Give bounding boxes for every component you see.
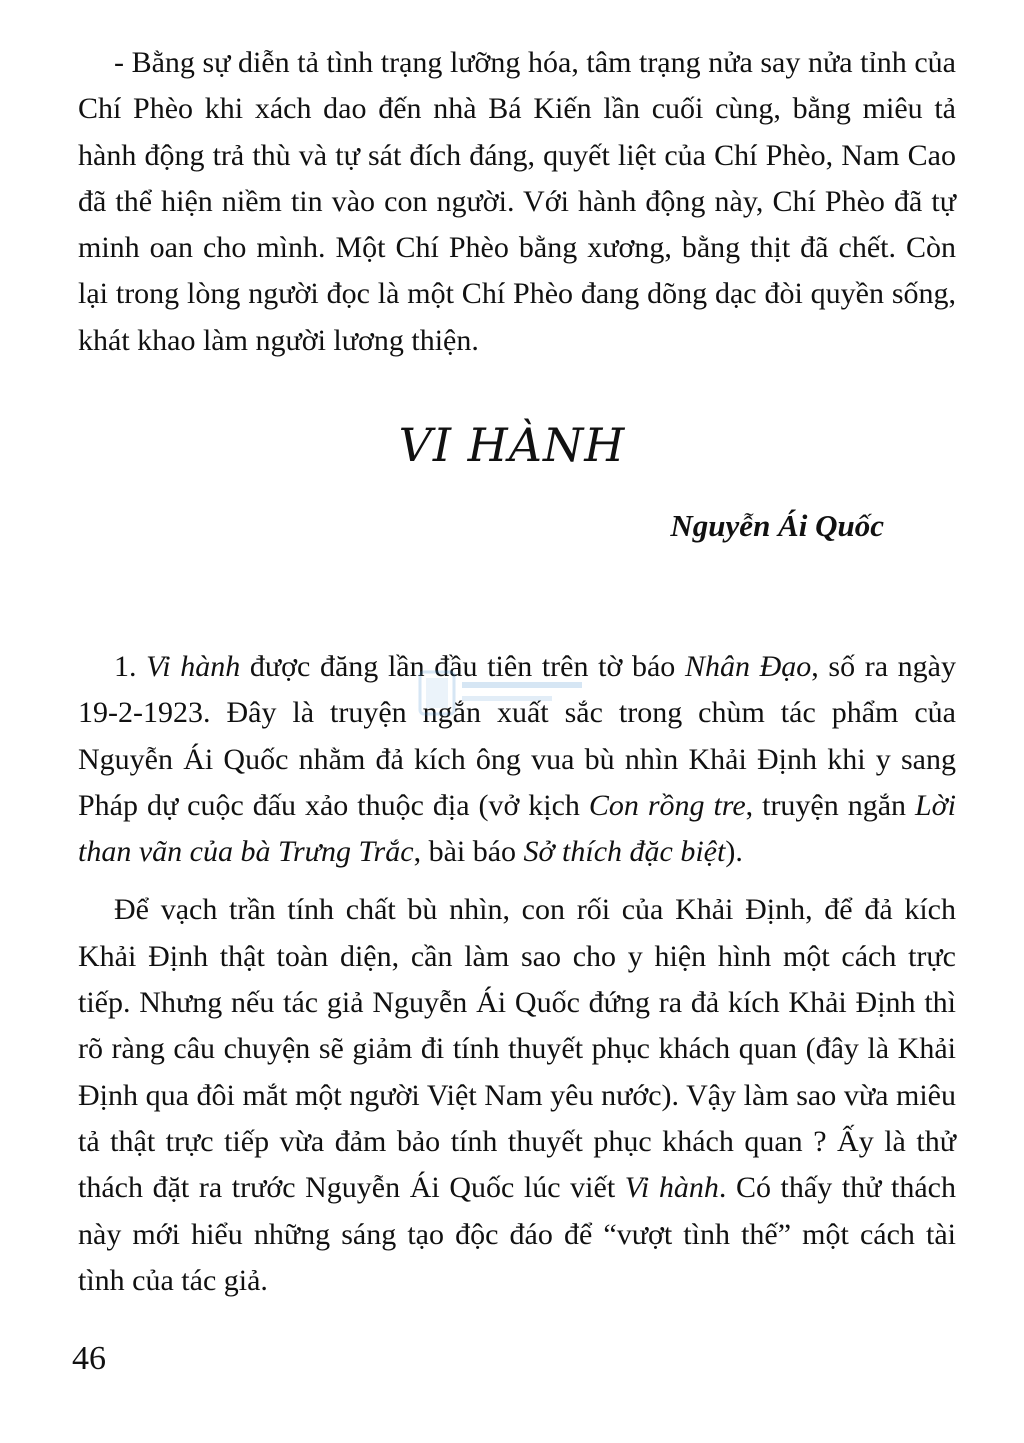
p1-text-9: , bài báo: [413, 835, 524, 869]
page-number: 46: [72, 1340, 106, 1377]
p1-italic-loi-than-van: Lời than vãn của bà Trưng Trắc: [78, 788, 956, 869]
body-paragraph-1: [78, 644, 956, 875]
p1-text-1: 1.: [114, 650, 147, 683]
intro-paragraph: - Bằng sự diễn tả tình trạng lưỡng hóa, tâm trạng nửa say nửa tỉnh của Chí Phèo khi xách dao đến nhà Bá Kiến lần cuối cùng, bằng miêu tả hành động trả thù và tự sát đích đáng, quyết liệt của Chí Phèo, Nam Cao đã thể hiện niềm tin vào con người. Với hành động này, Chí Phèo đã tự minh oan cho mình. Một Chí Phèo bằng xương, bằng thịt đã chết. Còn lại trong lòng người đọc là một Chí Phèo đang dõng dạc đòi quyền sống, khát khao làm người lương thiện.: [78, 46, 956, 357]
p1-text-5: , số ra ngày 19-2-1923. Đây là truyện ngắn xuất sắc trong chùm tác phẩm của Nguyễn Ái Quốc nhằm đả kích ông vua bù nhìn Khải Định khi y sang Pháp dự cuộc đấu xảo thuộc địa (vở kịch: [78, 650, 957, 822]
p1-italic-vi-hanh: Vi hành: [146, 650, 241, 683]
body-text-block: [78, 644, 956, 1304]
p1-text-11: ).: [725, 835, 743, 869]
p1-text-3: được đăng lần đầu tiên trên tờ báo: [240, 650, 685, 683]
p1-italic-so-thich-dac-biet: Sở thích đặc biệt: [523, 835, 726, 869]
body-paragraph-2: [78, 887, 956, 1304]
p2-text-3: . Có thấy thử thách này mới hiểu những sáng tạo độc đáo để “vượt tình thế” một cách tài tình của tác giả.: [78, 1171, 956, 1297]
p1-italic-con-rong-tre: Con rồng tre: [588, 788, 746, 822]
chapter-title: VI HÀNH: [398, 418, 626, 472]
p1-italic-nhan-dao: Nhân Đạo: [684, 650, 812, 683]
p1-text-7: , truyện ngắn: [745, 788, 915, 822]
p2-text-1: Để vạch trần tính chất bù nhìn, con rối của Khải Định, để đả kích Khải Định thật toàn diện, cần làm sao cho y hiện hình một cách trực tiếp. Nhưng nếu tác giả Nguyễn Ái Quốc đứng ra đả kích Khải Định thì rõ ràng câu chuyện sẽ giảm đi tính thuyết phục khách quan (đây là Khải Định qua đôi mắt một người Việt Nam yêu nước). Vậy làm sao vừa miêu tả thật trực tiếp vừa đảm bảo tính thuyết phục khách quan ? Ấy là thử thách đặt ra trước Nguyễn Ái Quốc lúc viết: [78, 893, 956, 1205]
intro-text-block: [78, 40, 956, 364]
author-name: Nguyễn Ái Quốc: [670, 508, 884, 543]
p2-italic-vi-hanh: Vi hành: [624, 1171, 719, 1205]
